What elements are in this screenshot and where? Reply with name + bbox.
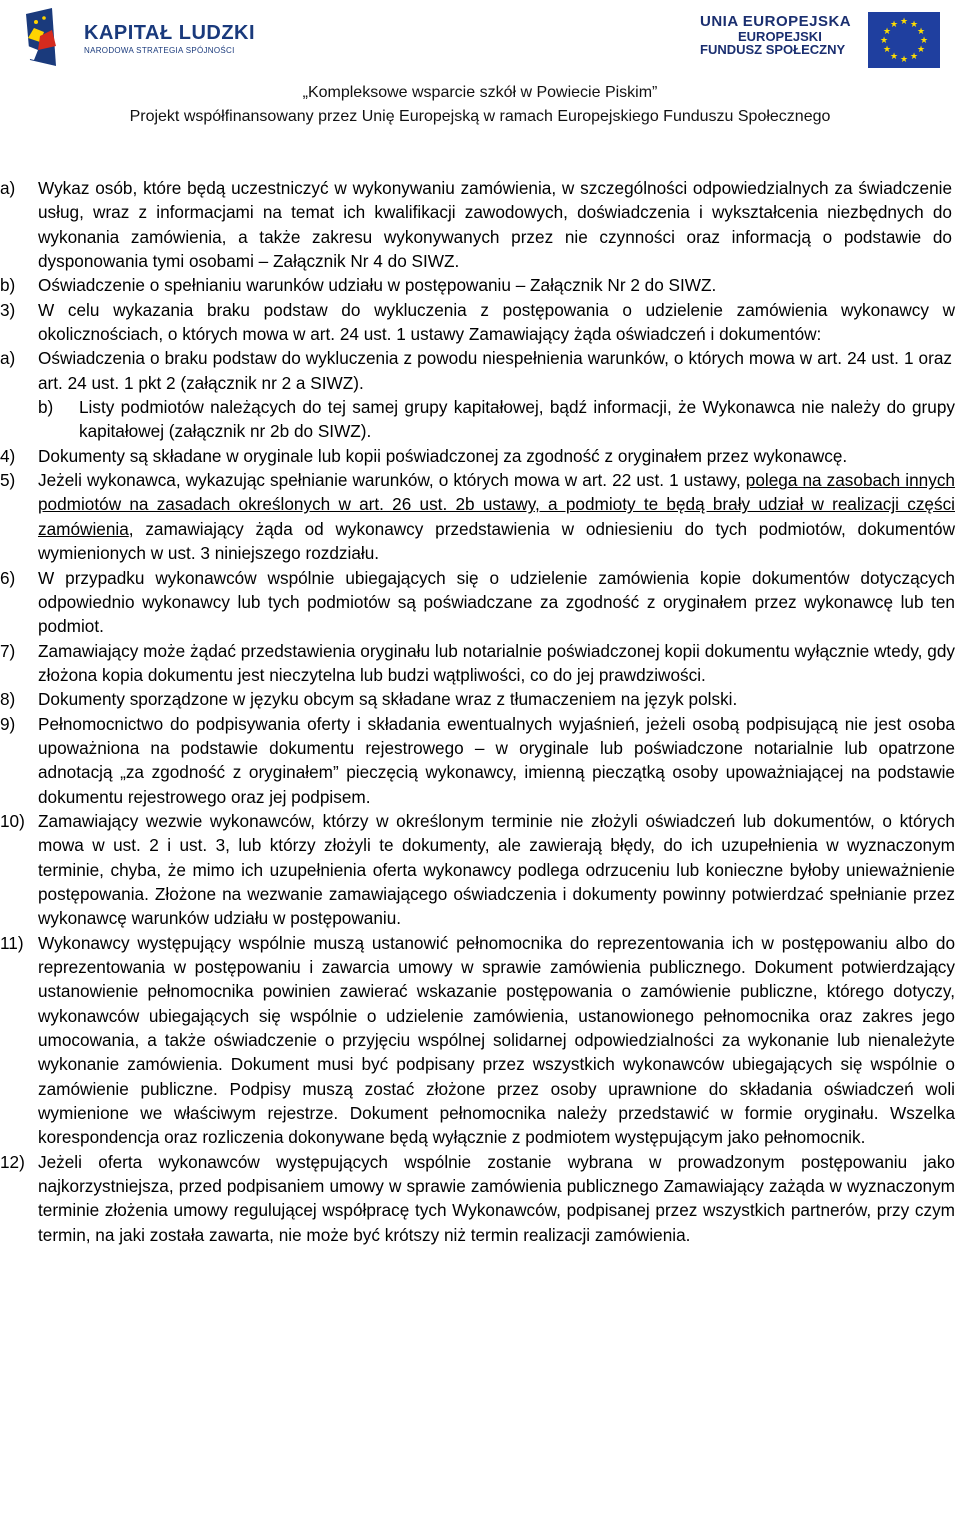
- list-item-text-start: Jeżeli wykonawca, wykazując spełnianie warunków, o których mowa w art. 22 ust. 1 ustawy,: [38, 470, 746, 491]
- list-item-7: [0, 639, 955, 688]
- svg-text:★: ★: [916, 27, 926, 37]
- list-item-text: Oświadczenie o spełnianiu warunków udziału w postępowaniu – Załącznik Nr 2 do SIWZ.: [38, 275, 717, 296]
- list-item-text: Dokumenty sporządzone w języku obcym są składane wraz z tłumaczeniem na język polski.: [38, 689, 738, 710]
- list-item-9: [0, 712, 955, 809]
- svg-text:★: ★: [916, 45, 926, 55]
- svg-text:★: ★: [882, 45, 892, 55]
- list-item-4: [0, 444, 955, 468]
- list-item-text: Pełnomocnictwo do podpisywania oferty i składania ewentualnych wyjaśnień, jeżeli osobą podpisującą nie jest osoba upoważniona na podstawie dokumentu rejestrowego – w oryginale lub poświadczone notarialnie lub opatrzone adnotacją „za zgodność z oryginałem” pieczęcią wykonawcy, imienną pieczątką osoby upoważniającej na podstawie dokumentu rejestrowego oraz jej podpisem.: [38, 713, 955, 807]
- list-marker: 4): [0, 445, 16, 466]
- list-item-text: Zamawiający wezwie wykonawców, którzy w określonym terminie nie złożyli oświadczeń lub dokumentów, o których mowa w ust. 2 i ust. 3, lub którzy złożyli te dokumenty, ale zawierają błędy, do ich uzupełnienia w wyznaczonym terminie, chyba, że mimo ich uzupełnienia oferta wykonawcy podlega odrzuceniu lub konieczne byłoby unieważnienie postępowania. Złożone na wezwanie zamawiającego oświadczenia i dokumenty powinny potwierdzać spełnianie przez wykonawcę warunków udziału w postępowaniu.: [38, 810, 955, 929]
- eu-fund-logo: [700, 6, 945, 70]
- list-marker: b): [0, 275, 16, 296]
- list-marker: b): [38, 397, 54, 418]
- kapital-ludzki-title: KAPITAŁ LUDZKI: [84, 22, 256, 44]
- list-item-3b: [38, 395, 955, 444]
- project-funding-note: Projekt współfinansowany przez Unię Europejską w ramach Europejskiego Funduszu Społecznego: [129, 108, 831, 125]
- svg-text:★: ★: [919, 36, 929, 46]
- svg-text:★: ★: [882, 27, 892, 37]
- svg-text:★: ★: [889, 20, 899, 30]
- svg-text:★: ★: [879, 36, 889, 46]
- list-item-text: Jeżeli oferta wykonawców występujących wspólnie zostanie wybrana w prowadzonym postępowaniu jako najkorzystniejsza, przed podpisaniem umowy w sprawie zamówienia publicznego Zamawiający zażąda w wyznaczonym terminie złożenia umowy regulującej współpracę tych Wykonawców, podpisanej przez wszystkich partnerów, przy czym termin, na jaki została zawarta, nie może być krótszy niż termin realizacji zamówienia.: [38, 1151, 955, 1245]
- list-item-b-statement: [0, 273, 952, 297]
- list-item-3a: [0, 346, 952, 395]
- list-marker: a): [0, 348, 16, 369]
- svg-text:★: ★: [889, 52, 899, 62]
- list-marker: 8): [0, 689, 16, 710]
- list-item-text: Zamawiający może żądać przedstawienia oryginału lub notarialnie poświadczonej kopii dokumentu wyłącznie wtedy, gdy złożona kopia dokumentu jest nieczytelna lub budzi wątpliwości, co do jej prawdziwości.: [38, 640, 955, 685]
- list-marker: 11): [0, 932, 24, 953]
- list-item-10: [0, 809, 955, 931]
- list-item-text: W przypadku wykonawców wspólnie ubiegających się o udzielenie zamówienia kopie dokumentów dotyczących odpowiednio wykonawcy lub tych podmiotów są poświadczane za zgodność z oryginałem przez wykonawcę lub ten podmiot.: [38, 567, 955, 637]
- list-item-5: [0, 468, 955, 565]
- list-marker: 7): [0, 640, 16, 661]
- document-body: [0, 176, 960, 1247]
- list-marker: 12): [0, 1151, 25, 1172]
- list-item-text: [38, 470, 955, 563]
- list-item-3: [0, 298, 955, 347]
- eu-line-1: UNIA EUROPEJSKA: [700, 13, 852, 30]
- page-header: [0, 0, 960, 140]
- list-item-text-end: , zamawiający żąda od wykonawcy przedstawienia w odniesieniu do tych podmiotów, dokumentów wymienionych w ust. 3 niniejszego rozdziału.: [38, 518, 955, 564]
- eu-flag-icon: [868, 12, 940, 68]
- list-item-12: [0, 1150, 955, 1247]
- svg-text:★: ★: [899, 17, 909, 27]
- list-item-8: [0, 687, 955, 711]
- eu-fund-text: [700, 14, 851, 57]
- project-title: „Kompleksowe wsparcie szkół w Powiecie Piskim”: [302, 84, 658, 101]
- list-item-11: [0, 931, 955, 1150]
- list-item-text: Listy podmiotów należących do tej samej grupy kapitałowej, bądź informacji, że Wykonawca nie należy do grupy kapitałowej (załącznik nr 2b do SIWZ).: [79, 397, 955, 442]
- eu-line-3: FUNDUSZ SPOŁECZNY: [700, 42, 846, 58]
- svg-text:★: ★: [909, 52, 919, 62]
- list-item-text: Wykonawcy występujący wspólnie muszą ustanowić pełnomocnika do reprezentowania ich w postępowaniu albo do reprezentowania w postępowaniu i zawarcia umowy w sprawie zamówienia publicznego. Dokument potwierdzający ustanowienie pełnomocnika powinien zawierać wskazanie postępowania o zamówienie publiczne, którego dotyczy, wykonawców ubiegających się wspólnie o udzielenie zamówienia, ustanowionego pełnomocnika oraz zakres jego umocowania, a także oświadczenie o przyjęciu wspólnej solidarnej odpowiedzialności za wykonanie lub nienależyte wykonanie zamówienia. Dokument musi być podpisany przez wszystkich wykonawców ubiegających się wspólnie o zamówienie publiczne. Podpisy muszą zostać złożone przez osoby uprawnione do składania oświadczeń woli wymienione we właściwym rejestrze. Dokument pełnomocnika należy przedstawić w formie oryginału. Wszelka korespondencja oraz rozliczenia dokonywane będą wyłącznie z podmiotem występującym jako pełnomocnik.: [38, 932, 955, 1148]
- kapital-ludzki-subtitle: NARODOWA STRATEGIA SPÓJNOŚCI: [84, 46, 235, 55]
- kapital-ludzki-emblem-icon: [22, 6, 80, 70]
- svg-text:★: ★: [899, 55, 909, 65]
- list-item-a-documents: [0, 176, 952, 273]
- list-marker: a): [0, 178, 16, 198]
- list-marker: 9): [0, 713, 16, 734]
- kapital-ludzki-logo: [22, 6, 256, 70]
- list-marker: 6): [0, 567, 16, 588]
- list-item-text: Oświadczenia o braku podstaw do wykluczenia z powodu niespełnienia warunków, o których mowa w art. 24 ust. 1 oraz art. 24 ust. 1 pkt 2 (załącznik nr 2 a SIWZ).: [38, 348, 952, 393]
- list-item-6: [0, 566, 955, 639]
- eu-line-2: EUROPEJSKI: [738, 28, 822, 44]
- svg-text:★: ★: [909, 20, 919, 30]
- list-item-text: W celu wykazania braku podstaw do wykluczenia z postępowania o udzielenie zamówienia wykonawcy w okolicznościach, o których mowa w art. 24 ust. 1 ustawy Zamawiający żąda oświadczeń i dokumentów:: [38, 299, 955, 345]
- list-marker: 10): [0, 810, 25, 831]
- list-marker: 3): [0, 299, 16, 320]
- list-item-text: Dokumenty są składane w oryginale lub kopii poświadczonej za zgodność z oryginałem przez wykonawcę.: [38, 445, 848, 466]
- underlined-clause: polega na zasobach innych podmiotów na zasadach określonych w art. 26 ust. 2b ustawy, a podmioty te będą brały udział w realizacji części zamówienia: [38, 470, 955, 539]
- list-item-text: Wykaz osób, które będą uczestniczyć w wykonywaniu zamówienia, w szczególności odpowiedzialnych za świadczenie usług, wraz z informacjami na temat ich kwalifikacji zawodowych, doświadczenia i wykształcenia niezbędnych do wykonania zamówienia, a także zakresu wykonywanych przez nie czynności oraz informacją o podstawie do dysponowania tymi osobami – Załącznik Nr 4 do SIWZ.: [38, 178, 952, 272]
- list-marker: 5): [0, 470, 16, 491]
